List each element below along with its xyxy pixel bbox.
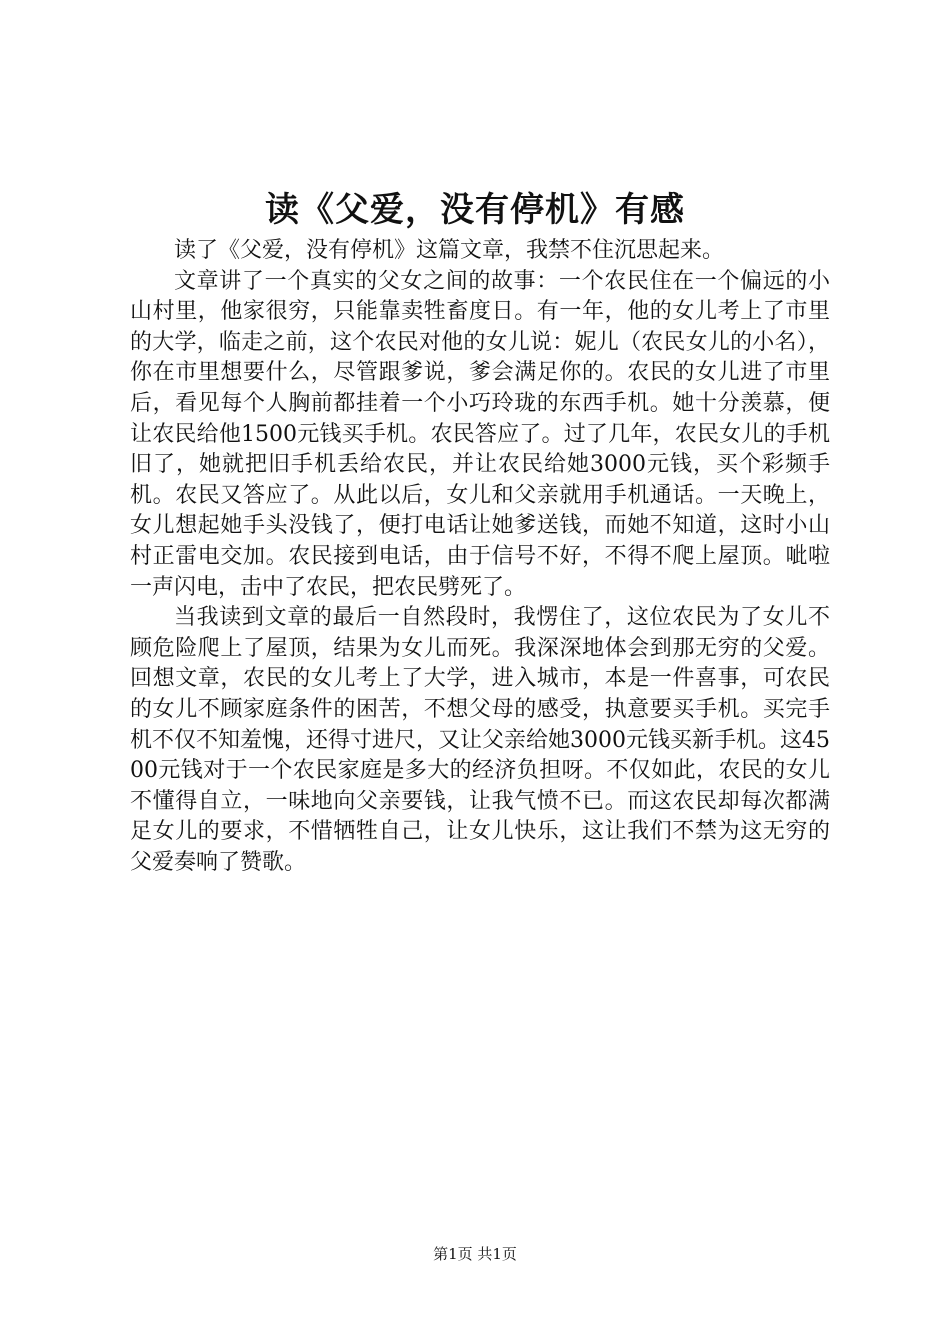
- page-footer: 第1页 共1页: [433, 1245, 517, 1263]
- paragraph-intro: 读了《父爱，没有停机》这篇文章，我禁不住沉思起来。: [174, 238, 725, 263]
- paragraph-story: 文章讲了一个真实的父女之间的故事：一个农民住在一个偏远的小山村里，他家很穷，只能靠卖牲畜度日。有一年，他的女儿考上了市里的大学，临走之前，这个农民对他的女儿说：妮儿（农民女儿的小名），你在市里想要什么，尽管跟爹说，爹会满足你的。农民的女儿进了市里后，看见每个人胸前都挂着一个小巧玲珑的东西手机。她十分羡慕，便让农民给他1500元钱买手机。农民答应了。过了几年，农民女儿的手机旧了，她就把旧手机丢给农民，并让农民给她3000元钱，买个彩频手机。农民又答应了。从此以后，女儿和父亲就用手机通话。一天晚上，女儿想起她手头没钱了，便打电话让她爹送钱，而她不知道，这时小山村正雷电交加。农民接到电话，由于信号不好，不得不爬上屋顶。呲啦一声闪电，击中了农民，把农民劈死了。: [130, 268, 830, 600]
- document-title: 读《父爱，没有停机》有感: [265, 190, 685, 230]
- document-body: [130, 236, 830, 878]
- paragraph-reflection: 当我读到文章的最后一自然段时，我愣住了，这位农民为了女儿不顾危险爬上了屋顶，结果为女儿而死。我深深地体会到那无穷的父爱。回想文章，农民的女儿考上了大学，进入城市，本是一件喜事，可农民的女儿不顾家庭条件的困苦，不想父母的感受，执意要买手机。买完手机不仅不知羞愧，还得寸进尺，又让父亲给她3000元钱买新手机。这4500元钱对于一个农民家庭是多大的经济负担呀。不仅如此，农民的女儿不懂得自立，一味地向父亲要钱，让我气愤不已。而这农民却每次都满足女儿的要求，不惜牺牲自己，让女儿快乐，这让我们不禁为这无穷的父爱奏响了赞歌。: [130, 605, 830, 875]
